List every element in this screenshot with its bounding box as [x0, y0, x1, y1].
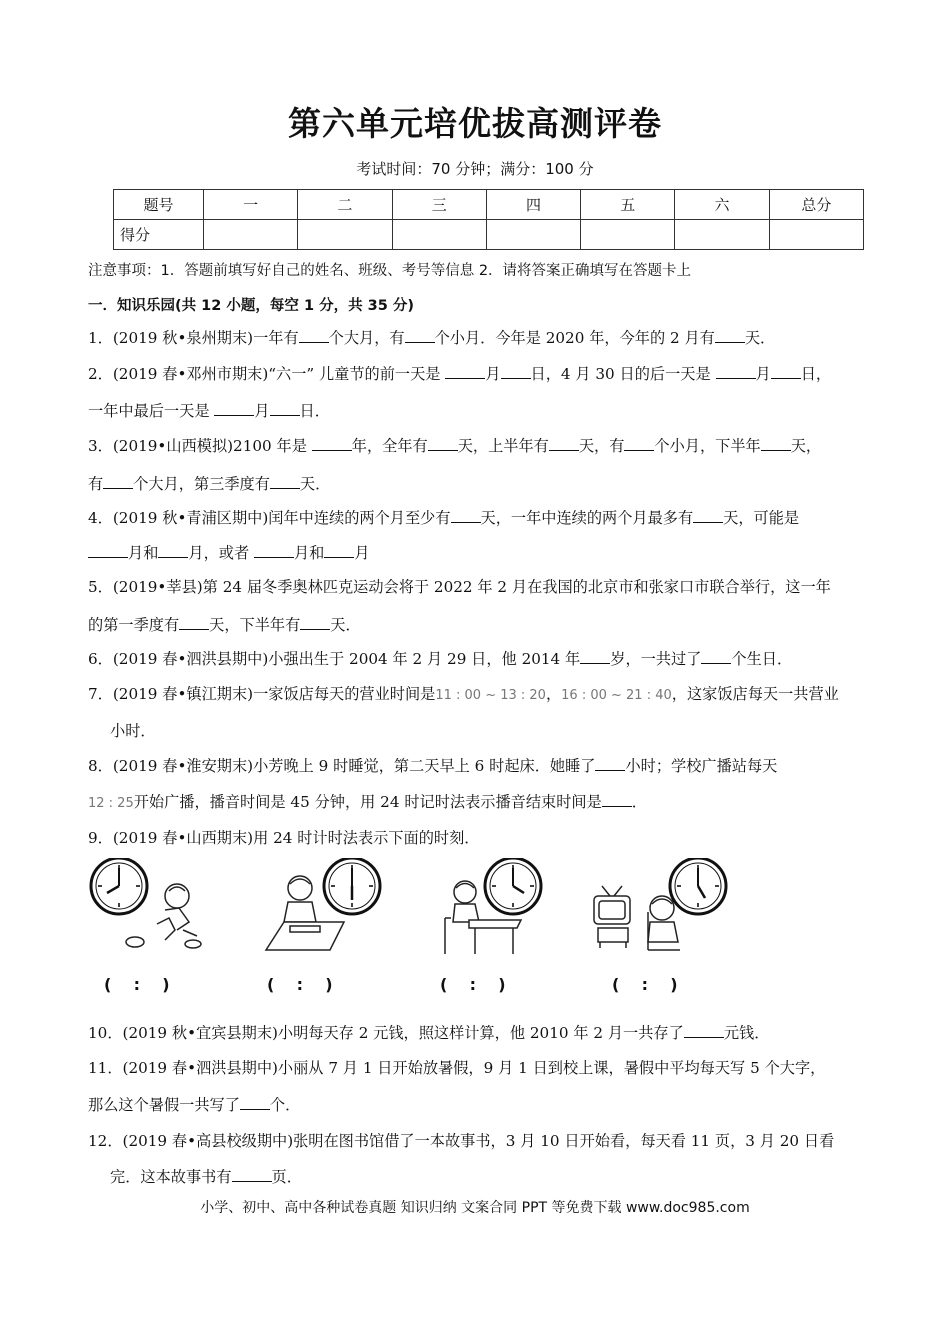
score-cell — [392, 220, 486, 250]
notice-text: 注意事项：1．答题前填写好自己的姓名、班级、考号等信息 2．请将答案正确填写在答题卡上 — [88, 263, 692, 279]
answer-blank — [595, 756, 625, 771]
question-text: 年，全年有 — [351, 437, 428, 455]
answer-blank — [693, 508, 723, 523]
time-value: 12 : 25 — [88, 796, 134, 811]
answer-blank — [549, 436, 579, 451]
clock-icon — [670, 858, 726, 914]
question-text: 个小月．今年是 2020 年，今年的 2 月有 — [434, 329, 715, 347]
question-text: 一年中最后一天是 — [88, 402, 215, 420]
answer-blank — [270, 474, 300, 489]
question-text: 个生日． — [731, 650, 793, 668]
clock-icon — [324, 858, 380, 914]
exam-info: 考试时间：70 分钟；满分：100 分 — [356, 160, 594, 178]
question-2-cont — [88, 400, 330, 421]
answer-blank — [88, 543, 128, 558]
question-text: 开始广播，播音时间是 45 分钟，用 24 时记时法表示播音结束时间是 — [133, 793, 602, 811]
answer-blank — [716, 364, 756, 379]
answer-blank — [324, 543, 354, 558]
question-text: 完．这本故事书有 — [110, 1168, 232, 1186]
answer-blank — [214, 401, 254, 416]
question-text: 天． — [330, 616, 361, 634]
clock-answer-4: ( : ) — [612, 975, 678, 994]
answer-blank — [602, 792, 632, 807]
answer-blank — [312, 436, 352, 451]
clock-icon — [91, 858, 147, 914]
page-footer: 小学、初中、高中各种试卷真题 知识归纳 文案合同 PPT 等免费下载 www.doc985.com — [200, 1200, 750, 1216]
question-text: 日， — [800, 365, 832, 383]
score-table-cell: 四 — [486, 190, 580, 220]
answer-blank — [501, 364, 531, 379]
question-text: 1．(2019 秋•泉州期末)一年有 — [88, 329, 299, 347]
score-row-label: 得分 — [114, 220, 204, 250]
clock-picture-2 — [260, 858, 390, 958]
answer-blank — [428, 436, 458, 451]
question-text: 个小月，下半年 — [654, 437, 761, 455]
answer-blank — [240, 1095, 270, 1110]
question-text: 有 — [88, 475, 104, 493]
answer-blank — [254, 543, 294, 558]
question-text: 月 — [254, 402, 270, 420]
clock-answer-2: ( : ) — [267, 975, 333, 994]
score-table-cell: 五 — [581, 190, 675, 220]
score-table — [113, 189, 864, 250]
question-text: 小时；学校广播站每天 — [625, 757, 778, 775]
question-text: 天． — [299, 475, 331, 493]
question-text: 月 — [354, 544, 370, 562]
score-cell — [204, 220, 298, 250]
question-12: 12．(2019 春•高县校级期中)张明在图书馆借了一本故事书，3 月 10 日开始看，每天看 11 页，3 月 20 日看 — [88, 1132, 835, 1150]
question-7 — [88, 683, 839, 704]
question-2 — [88, 363, 831, 384]
question-7-cont: 小时． — [110, 722, 156, 740]
answer-blank — [771, 364, 801, 379]
question-text: 2．(2019 春•邓州市期末)“六一” 儿童节的前一天是 — [88, 365, 446, 383]
answer-blank — [270, 401, 300, 416]
question-text: ， — [545, 685, 562, 703]
question-10 — [88, 1022, 769, 1043]
answer-blank — [103, 474, 133, 489]
television-icon — [594, 886, 630, 948]
answer-blank — [624, 436, 654, 451]
question-text: 天，可能是 — [723, 509, 800, 527]
question-text: 天， — [790, 437, 822, 455]
score-table-cell: 题号 — [114, 190, 204, 220]
question-text: 6．(2019 春•泗洪县期中)小强出生于 2004 年 2 月 29 日，他 2014 年 — [88, 650, 581, 668]
question-1 — [88, 327, 775, 348]
clock-answer-3: ( : ) — [440, 975, 506, 994]
question-text: 页． — [271, 1168, 302, 1186]
question-4-cont — [88, 542, 370, 563]
question-text: 个大月，第三季度有 — [133, 475, 270, 493]
question-11: 11．(2019 春•泗洪县期中)小丽从 7 月 1 日开始放暑假，9 月 1 日到校上课，暑假中平均每天写 5 个大字， — [88, 1059, 826, 1077]
question-text: 7．(2019 春•镇江期末)一家饭店每天的营业时间是 — [88, 685, 436, 703]
answer-blank — [179, 615, 209, 630]
score-table-score-row — [114, 220, 864, 250]
score-table-cell: 六 — [675, 190, 769, 220]
question-text: ． — [631, 793, 647, 811]
section-heading: 一．知识乐园(共 12 小题，每空 1 分，共 35 分) — [88, 298, 414, 314]
question-text: 元钱． — [723, 1024, 770, 1042]
score-cell — [675, 220, 769, 250]
clock-picture-3 — [435, 858, 565, 958]
question-11-cont — [88, 1094, 300, 1115]
clock-icon — [485, 858, 541, 914]
answer-blank — [300, 615, 330, 630]
clock-picture-4 — [590, 858, 730, 958]
question-8 — [88, 755, 777, 776]
answer-blank — [232, 1167, 272, 1182]
question-8-cont — [88, 791, 647, 812]
clock-answer-1: ( : ) — [104, 975, 170, 994]
question-text: 3．(2019•山西模拟)2100 年是 — [88, 437, 312, 455]
question-text: 月，或者 — [188, 544, 254, 562]
score-cell — [769, 220, 863, 250]
question-text: 个． — [269, 1096, 301, 1114]
answer-blank — [701, 649, 731, 664]
question-text: 日，4 月 30 日的后一天是 — [530, 365, 716, 383]
score-cell — [298, 220, 392, 250]
question-text: 4．(2019 秋•青浦区期中)闰年中连续的两个月至少有 — [88, 509, 451, 527]
answer-blank — [299, 328, 329, 343]
answer-blank — [445, 364, 485, 379]
clock-picture-1 — [85, 858, 215, 958]
question-text: 个大月，有 — [328, 329, 405, 347]
question-text: 月 — [755, 365, 771, 383]
question-12-cont — [110, 1166, 302, 1187]
score-table-cell: 总分 — [769, 190, 863, 220]
question-text: 日． — [299, 402, 330, 420]
question-6 — [88, 648, 792, 669]
question-text: 天，上半年有 — [457, 437, 549, 455]
answer-blank — [580, 649, 610, 664]
question-text: 的第一季度有 — [88, 616, 180, 634]
question-text: 天，一年中连续的两个月最多有 — [480, 509, 694, 527]
question-5-cont — [88, 614, 361, 635]
question-text: 月和 — [293, 544, 325, 562]
question-9: 9．(2019 春•山西期末)用 24 时计时法表示下面的时刻． — [88, 829, 480, 847]
question-text: 岁，一共过了 — [610, 650, 702, 668]
question-text: 10．(2019 秋•宜宾县期末)小明每天存 2 元钱，照这样计算，他 2010 年 2 月一共存了 — [88, 1024, 684, 1042]
answer-blank — [715, 328, 745, 343]
score-cell — [581, 220, 675, 250]
answer-blank — [451, 508, 481, 523]
question-4 — [88, 507, 799, 528]
answer-blank — [684, 1023, 724, 1038]
answer-blank — [761, 436, 791, 451]
question-text: 月和 — [128, 544, 159, 562]
question-text: 天，有 — [578, 437, 625, 455]
question-text: ，这家饭店每天一共营业 — [671, 685, 839, 703]
score-table-cell: 二 — [298, 190, 392, 220]
question-text: 那么这个暑假一共写了 — [88, 1096, 240, 1114]
time-range: 11 : 00 ~ 13 : 20 — [435, 688, 546, 703]
question-3-cont — [88, 473, 330, 494]
time-range: 16 : 00 ~ 21 : 40 — [561, 688, 672, 703]
question-text: 8．(2019 春•淮安期末)小芳晚上 9 时睡觉，第二天早上 6 时起床．她睡了 — [88, 757, 596, 775]
score-cell — [486, 220, 580, 250]
answer-blank — [158, 543, 188, 558]
question-5: 5．(2019•莘县)第 24 届冬季奥林匹克运动会将于 2022 年 2 月在我国的北京市和张家口市联合举行，这一年 — [88, 578, 831, 596]
question-3 — [88, 435, 821, 456]
score-table-header-row — [114, 190, 864, 220]
question-text: 天． — [744, 329, 776, 347]
question-text: 月 — [485, 365, 501, 383]
answer-blank — [405, 328, 435, 343]
question-text: 天，下半年有 — [209, 616, 301, 634]
page-title: 第六单元培优拔高测评卷 — [288, 104, 662, 143]
score-table-cell: 三 — [392, 190, 486, 220]
score-table-cell: 一 — [204, 190, 298, 220]
